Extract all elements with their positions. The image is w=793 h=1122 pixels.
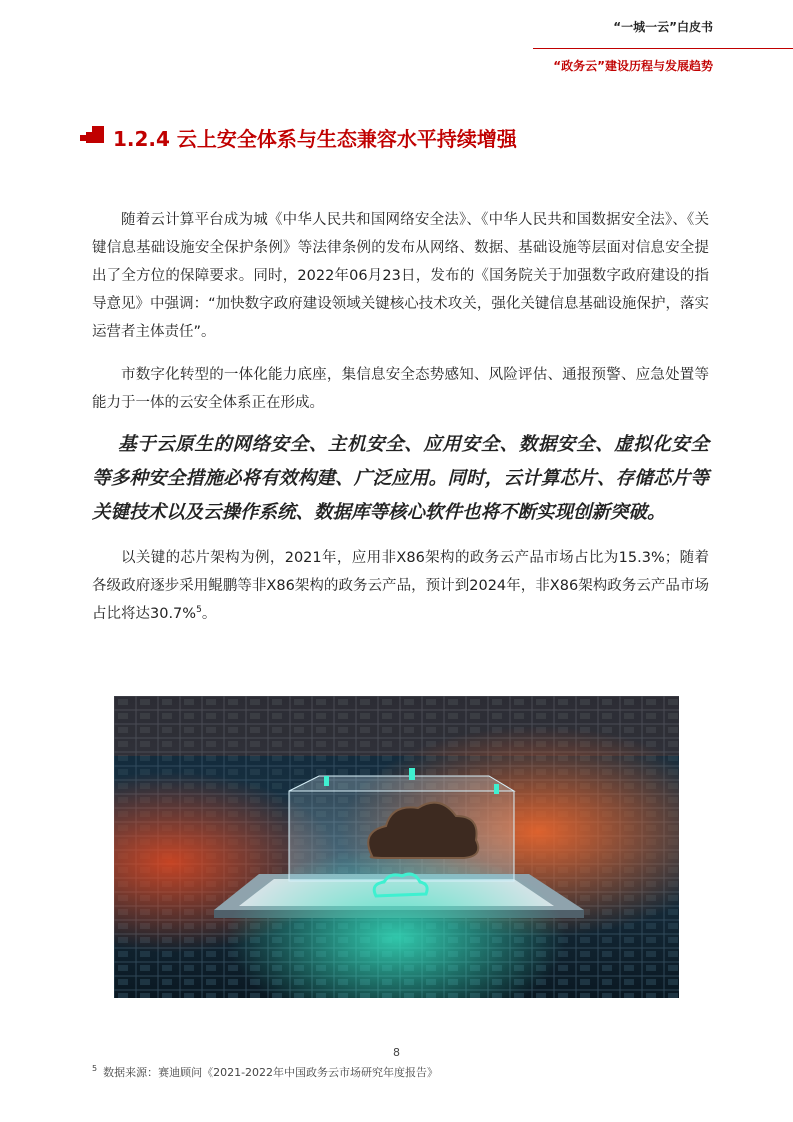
header-divider [533, 48, 793, 49]
section-marker-icon [80, 124, 106, 144]
paragraph-chip-architecture: 以关键的芯片架构为例，2021年，应用非X86架构的政务云产品市场占比为15.3%；随着各级政府逐步采用鲲鹏等非X86架构的政务云产品，预计到2024年，非X86架构政务云产品市场占比将达30.7%$^5$。 [92, 550, 709, 622]
footnote-mark: 5 [92, 1064, 98, 1073]
header-title: “一城一云”白皮书 [613, 20, 713, 34]
footnote [92, 1064, 438, 1080]
chip-architecture-text: 以关键的芯片架构为例，2021年，应用非X86架构的政务云产品市场占比为15.3%；随着各级政府逐步采用鲲鹏等非X86架构的政务云产品，预计到2024年，非X86架构政务云产品市场占比将达30.7% [92, 550, 709, 622]
footnote-reference: 5 [196, 605, 202, 616]
paragraph-highlight: 基于云原生的网络安全、主机安全、应用安全、数据安全、虚拟化安全等多种安全措施必将有效构建、广泛应用。同时，云计算芯片、存储芯片等关键技术以及云操作系统、数据库等核心软件也将不断实现创新突破。 [92, 434, 709, 523]
page-number: 8 [393, 1046, 400, 1059]
paragraph-security-system: 市数字化转型的一体化能力底座，集信息安全态势感知、风险评估、通报预警、应急处置等能力于一体的云安全体系正在形成。 [92, 367, 709, 411]
section-title: 1.2.4 云上安全体系与生态兼容水平持续增强 [113, 127, 517, 151]
cloud-chip-image [114, 696, 679, 998]
paragraph-legal-framework: 随着云计算平台成为城《中华人民共和国网络安全法》、《中华人民共和国数据安全法》、《关键信息基础设施安全保护条例》等法律条例的发布从网络、数据、基础设施等层面对信息安全提出了全方位的保障要求。同时，2022年06月23日，发布的《国务院关于加强数字政府建设的指导意见》中强调：“加快数字政府建设领域关键核心技术攻关，强化关键信息基础设施保护，落实运营者主体责任”。 [92, 212, 709, 340]
header-subtitle: “政务云”建设历程与发展趋势 [553, 59, 713, 73]
footnote-text: 数据来源：赛迪顾问《2021-2022年中国政务云市场研究年度报告》 [103, 1066, 439, 1079]
